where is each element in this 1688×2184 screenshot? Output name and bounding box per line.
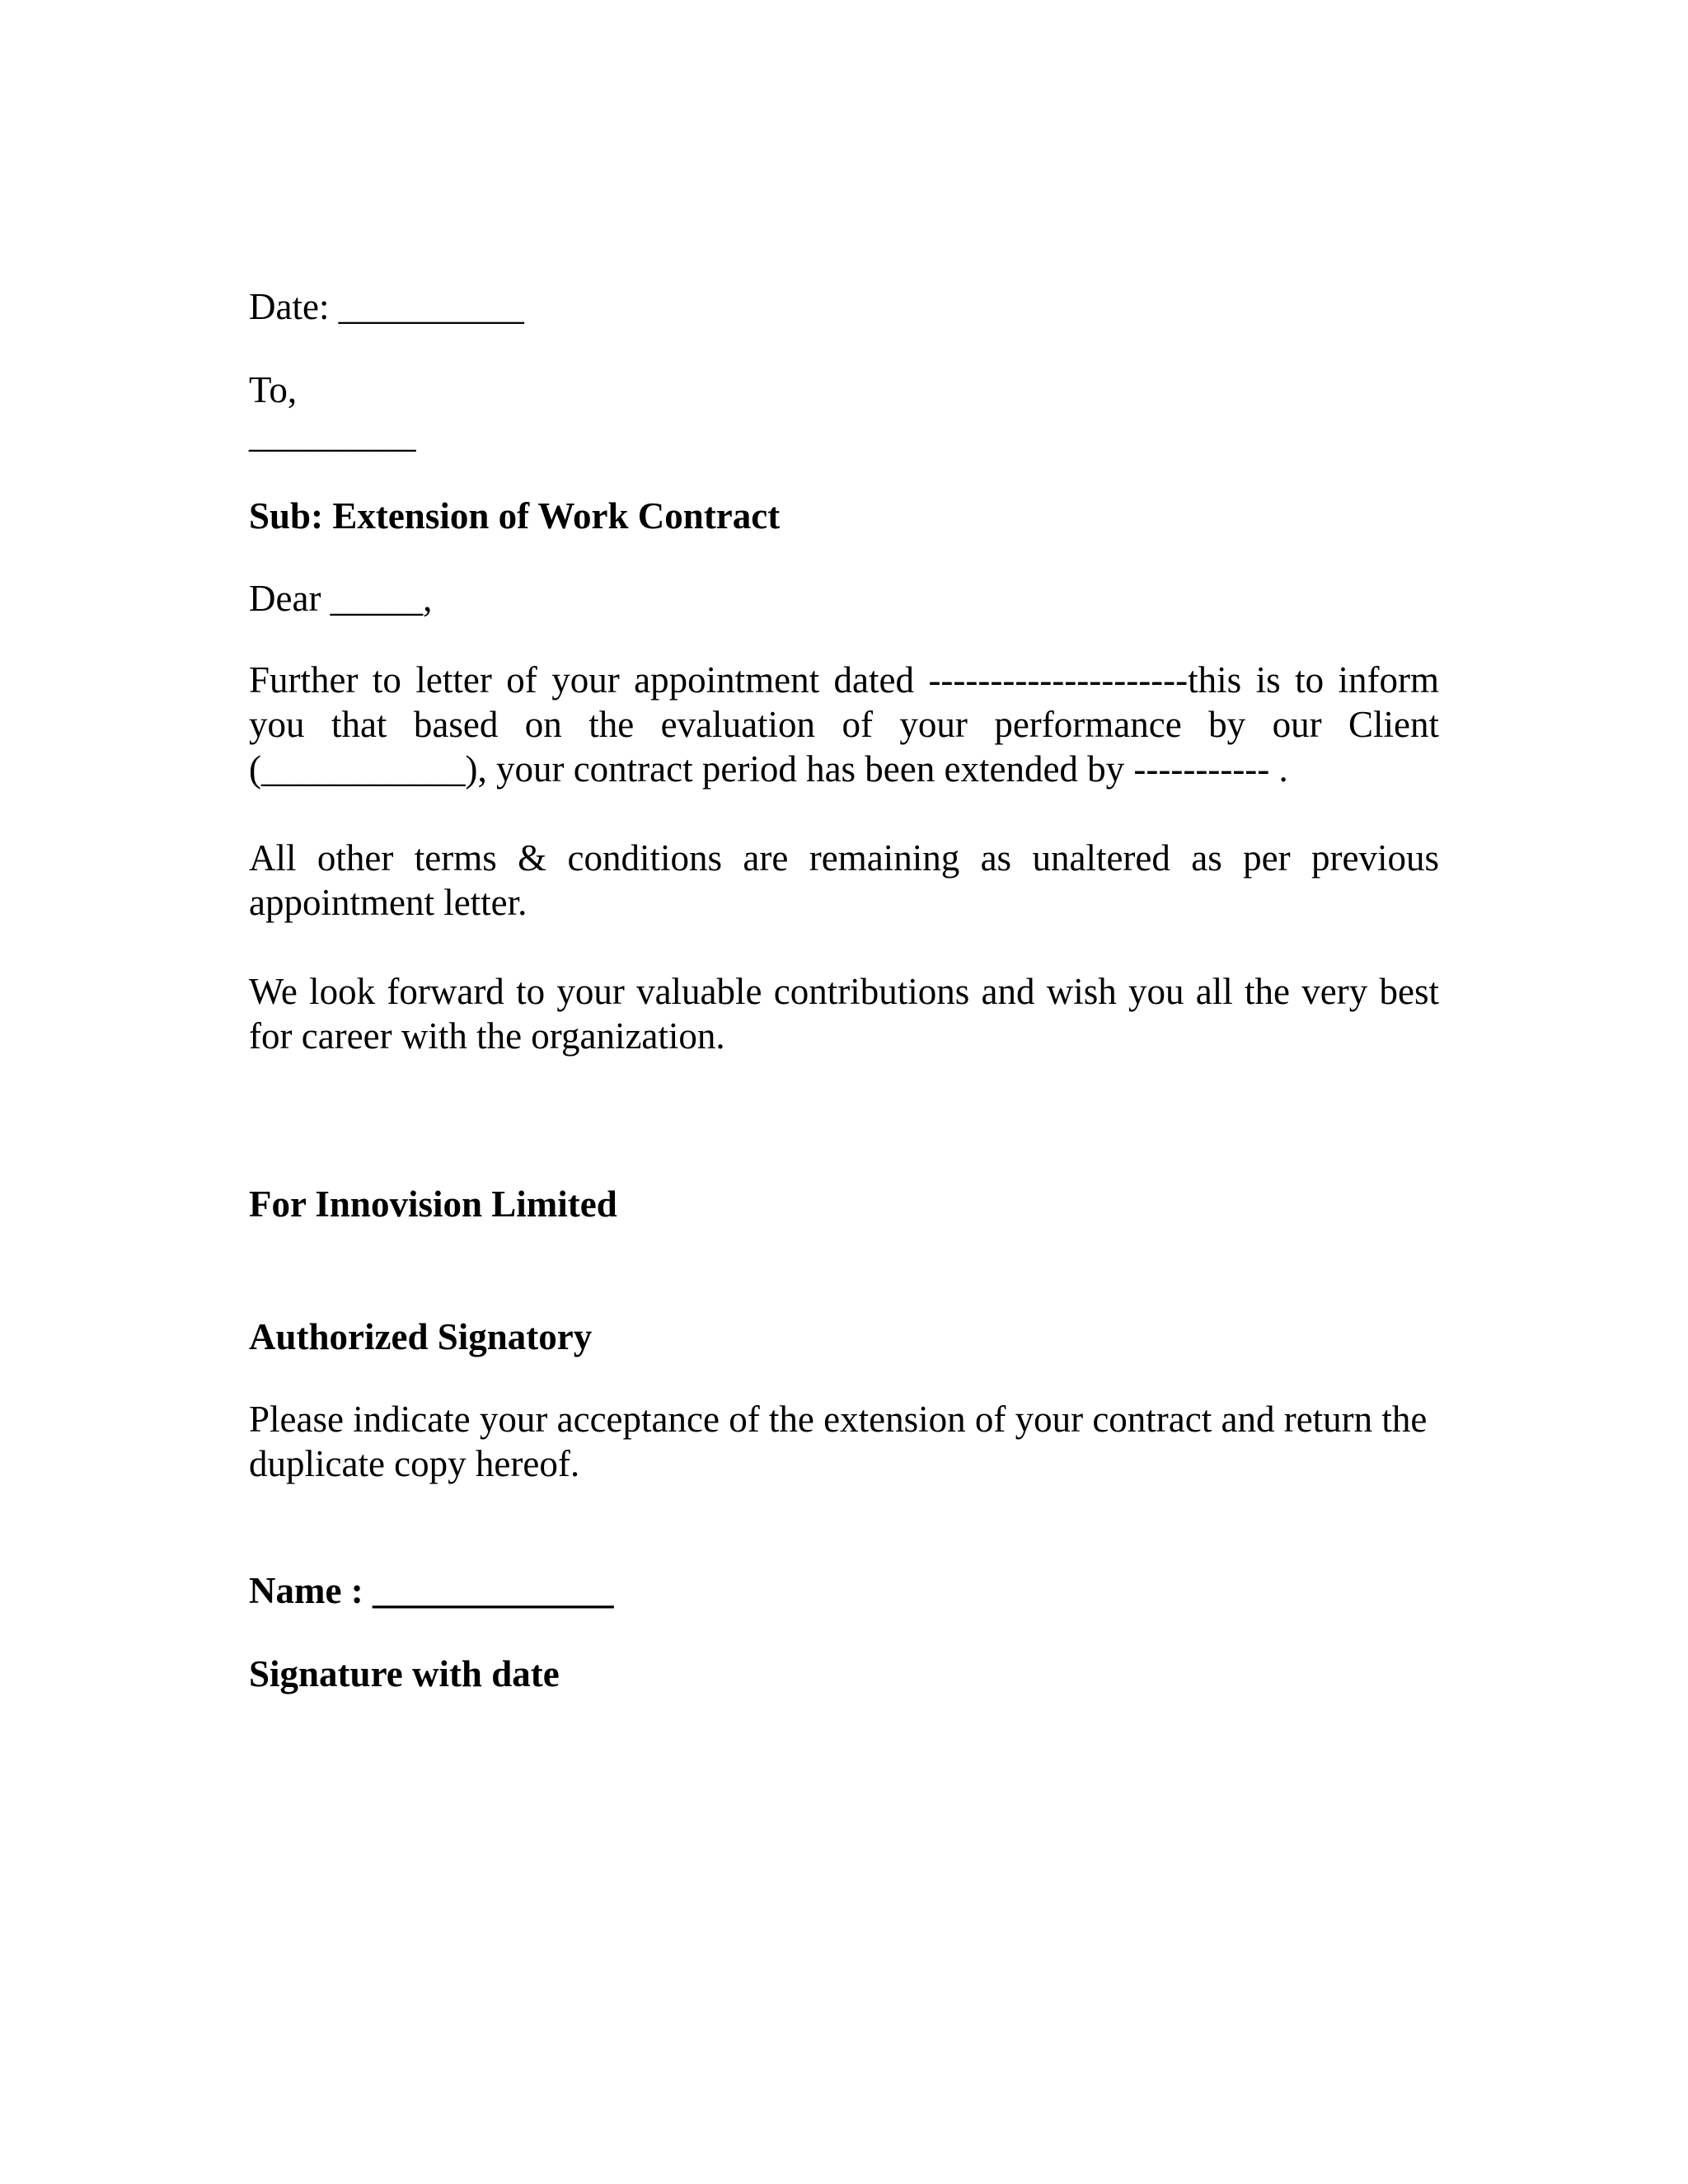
name-field: Name : _____________ bbox=[249, 1570, 614, 1611]
paragraph-terms: All other terms & conditions are remaining as unaltered as per previous appointment letter. bbox=[249, 837, 1439, 923]
company-signoff: For Innovision Limited bbox=[249, 1183, 617, 1225]
paragraph-wishes: We look forward to your valuable contributions and wish you all the very best for career with the organization. bbox=[249, 971, 1439, 1057]
acceptance-request: Please indicate your acceptance of the extension of your contract and return the duplicate copy hereof. bbox=[249, 1399, 1428, 1484]
salutation: Dear _____, bbox=[249, 578, 433, 619]
recipient-label: To, bbox=[249, 369, 298, 410]
authorized-signatory: Authorized Signatory bbox=[249, 1316, 593, 1357]
signature-field: Signature with date bbox=[249, 1653, 560, 1694]
date-line: Date: __________ bbox=[249, 286, 524, 327]
paragraph-extension: Further to letter of your appointment dated ---------------------this is to inform you that based on the evaluation of your performance by our Client (___________), your contract period has been extended by ----------- . bbox=[249, 659, 1439, 790]
recipient-blank: _________ bbox=[249, 414, 416, 455]
letter-body bbox=[249, 284, 1439, 1696]
subject-line: Sub: Extension of Work Contract bbox=[249, 495, 781, 537]
